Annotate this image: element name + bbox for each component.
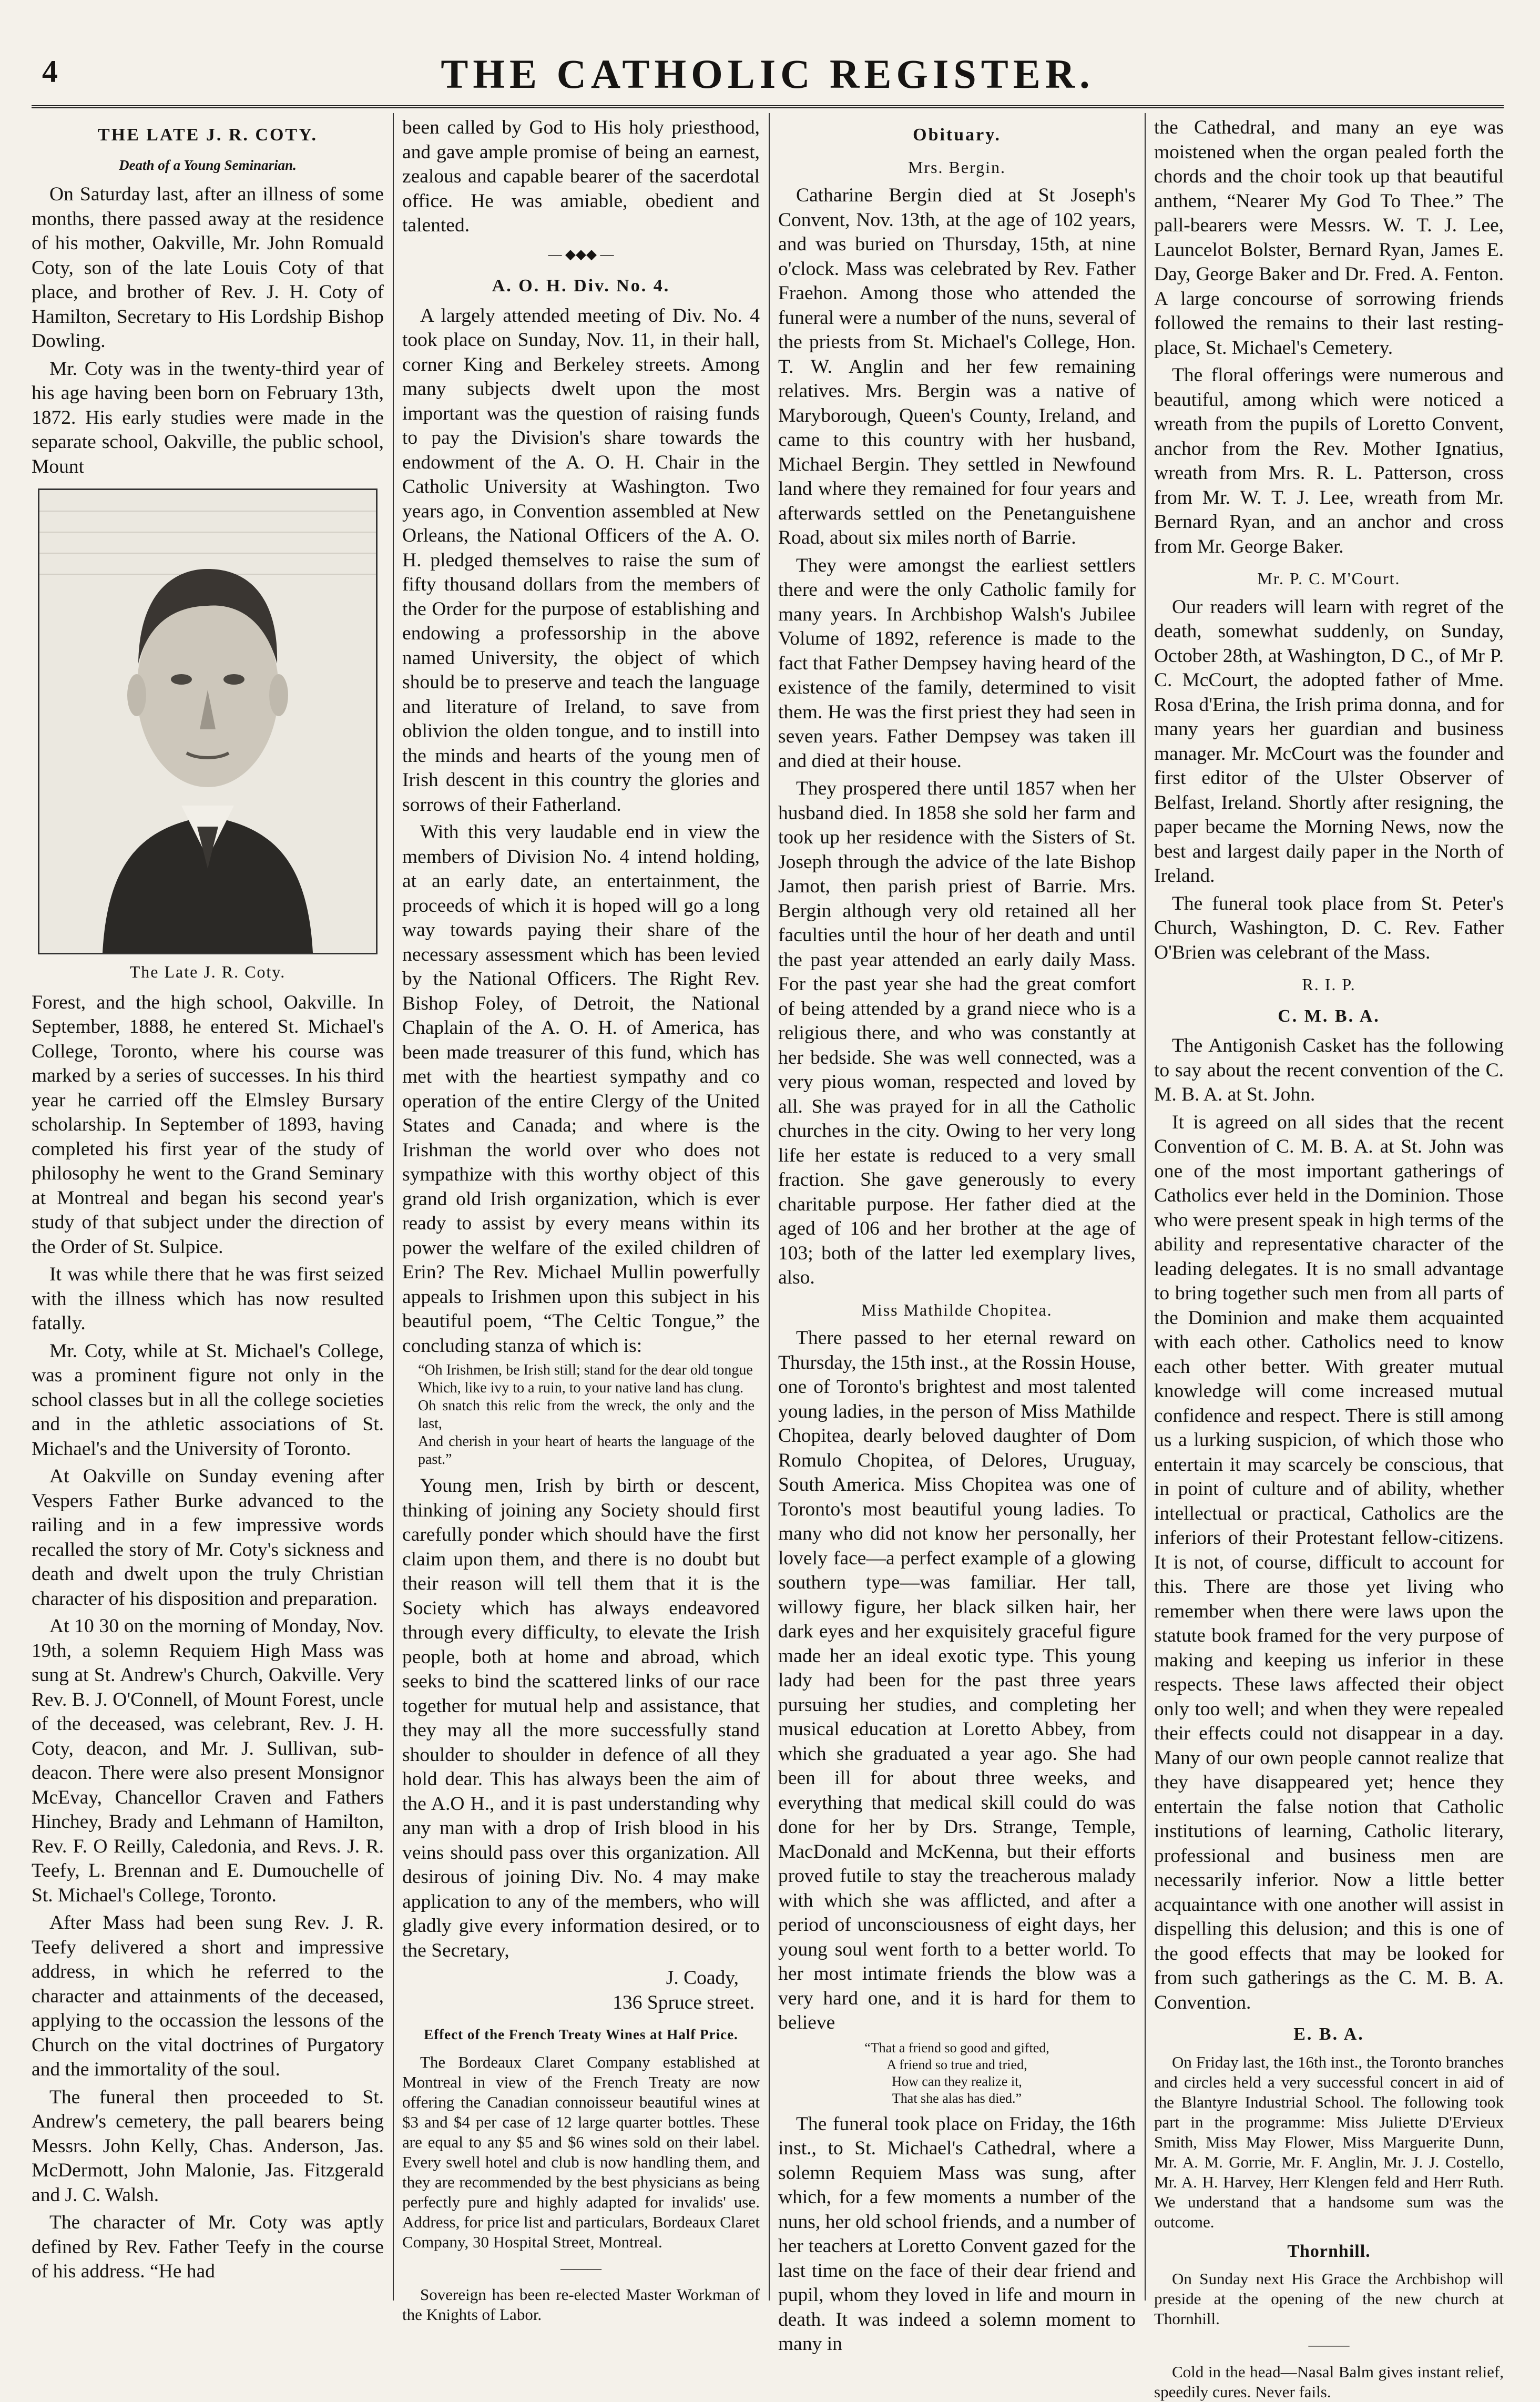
newspaper-title: THE CATHOLIC REGISTER. <box>441 51 1095 97</box>
portrait-engraving <box>39 490 376 953</box>
verse-line: “That a friend so good and gifted, <box>864 2040 1049 2055</box>
chopitea-name: Miss Mathilde Chopitea. <box>861 1300 1053 1319</box>
eba-heading: E. B. A. <box>1293 2024 1364 2044</box>
aoh-signature-name: J. Coady, <box>666 1967 739 1989</box>
coty-heading: THE LATE J. R. COTY. <box>97 125 318 145</box>
obituary-paragraph: Our readers will learn with regret of the death, somewhat suddenly, on Sunday, October 28th, at Washington, D C., of Mr P. C. McCourt, the adopted father of Mme. Rosa d'Erina, the Irish prima donna, and for many years her guardian and business manager. Mr. McCourt was the founder and first editor of the Ulster Observer of Belfast, Ireland. Shortly after resigning, the paper became the Morning News, now the best and largest daily paper in the North of Ireland. <box>1154 596 1504 887</box>
coty-paragraph: It was while there that he was first seized with the illness which has now resulted fatally. <box>32 1264 384 1334</box>
obituary-paragraph: The floral offerings were numerous and beautiful, among which were noticed a wreath from the pupils of Loretto Convent, anchor from the Rev. Mother Ignatius, wreath from Mrs. R. L. Patterson, cross from Mr. W. T. J. Lee, wreath from Mr. Bernard Ryan, and an anchor and cross from Mr. George Baker. <box>1154 364 1504 557</box>
divider: ——— <box>560 2260 601 2276</box>
nasal-balm-advert: Cold in the head—Nasal Balm gives instant relief, speedily cures. Never fails. <box>1154 2362 1504 2401</box>
divider: ——— <box>1308 2337 1350 2353</box>
portrait-caption: The Late J. R. Coty. <box>129 962 286 981</box>
obituary-paragraph: They were amongst the earliest settlers there and were the only Catholic family for many years. In Archbishop Walsh's Jubilee Volume of 1892, reference is made to the fact that Father Dempsey having heard of the existence of the family, determined to visit them. He was the first priest they had seen in seven years. Father Dempsey was taken ill and died at their house. <box>778 554 1136 772</box>
claret-advert: The Bordeaux Claret Company established at Montreal in view of the French Treaty are now offering the Canadian connoisseur beautiful wines at $3 and $4 per case of 12 large quarter bottles. These are equal to any $5 and $6 wines sold on their label. Every swell hotel and club is now handling them, and they are recommended by the best physicians as being perfectly pure and highly adapted for invalids' use. Address, for price list and particulars, Bordeaux Claret Company, 30 Hospital Street, Montreal. <box>402 2052 760 2251</box>
obituary-paragraph: The funeral took place on Friday, the 16th inst., to St. Michael's Cathedral, where a solemn Requiem Mass was sung, after which, for a few moments a number of the nuns, her old school friends, and a number of her teachers at Loretto Convent gazed for the last time on the face of their dear friend and pupil, whom they loved in life and mourn in death. It was indeed a solemn moment to many in <box>778 2113 1136 2355</box>
aoh-signature-address: 136 Spruce street. <box>613 1991 754 2013</box>
coty-subheading: Death of a Young Seminarian. <box>119 157 297 173</box>
aoh-paragraph: With this very laudable end in view the members of Division No. 4 intend holding, at an early date, an entertainment, the proceeds of which it is hoped will go a long way towards paying their share of the necessary assessment which has been levied by the National Officers. The Right Rev. Bishop Foley, of Detroit, the National Chaplain of the A. O. H. of America, has been made treasurer of this fund, which has met with the heartiest sympathy and co operation of the entire Clergy of the United States and Canada; and where is the Irishman the world over who does not sympathize with this worthy object of this grand old Irish organization, which is ever ready to assist by every means within its power the welfare of the exiled children of Erin? The Rev. Michael Mullin powerfully appeals to Irishmen upon this subject in his beautiful poem, “The Celtic Tongue,” the concluding stanza of which is: <box>402 821 760 1357</box>
obituary-paragraph: the Cathedral, and many an eye was moistened when the organ pealed forth the chords and the choir took up that beautiful anthem, “Nearer My God To Thee.” The pall-bearers were Messrs. W. T. J. Lee, Launcelot Bolster, Bernard Ryan, James E. Day, George Baker and Dr. Fred. A. Fenton. A large concourse of sorrowing friends followed the remains to their last resting-place, St. Michael's Cemetery. <box>1154 117 1504 359</box>
verse-line: Oh snatch this relic from the wreck, the only and the last, <box>418 1398 754 1432</box>
rip-line: R. I. P. <box>1302 975 1356 994</box>
coty-paragraph: At 10 30 on the morning of Monday, Nov. 19th, a solemn Requiem High Mass was sung at St. Andrew's Church, Oakville. Very Rev. B. J. O'Connell, of Mount Forest, uncle of the deceased, was celebrant, Rev. J. H. Coty, deacon, and Mr. J. Sullivan, sub-deacon. There were also present Monsignor McEvay, Chancellor Craven and Fathers Hinchey, Brady and Lehmann of Hamilton, Rev. F. O Reilly, Caledonia, and Revs. J. R. Teefy, L. Brennan and E. Dumouchelle of St. Michael's College, Toronto. <box>32 1615 384 1906</box>
verse-line: Which, like ivy to a ruin, to your native land has clung. <box>418 1380 743 1396</box>
column-rule <box>1145 113 1146 2301</box>
coty-paragraph: At Oakville on Sunday evening after Vespers Father Burke advanced to the railing and in a few impressive words recalled the story of Mr. Coty's sickness and death and dwelt upon the truly Christian character of his disposition and preparation. <box>32 1465 384 1610</box>
aoh-heading: A. O. H. Div. No. 4. <box>492 276 670 296</box>
masthead <box>32 47 1504 108</box>
column-1 <box>32 116 384 2298</box>
coty-paragraph: The funeral then proceeded to St. Andrew's cemetery, the pall bearers being Messrs. John Kelly, Chas. Anderson, Jas. McDermott, John Malonie, Jas. Fitzgerald and J. C. Walsh. <box>32 2086 384 2206</box>
obituary-paragraph: The funeral took place from St. Peter's Church, Washington, D. C. Rev. Father O'Brien was celebrant of the Mass. <box>1154 892 1504 963</box>
coty-paragraph: After Mass had been sung Rev. J. R. Teefy delivered a short and impressive address, in which he referred to the character and attainments of the deceased, applying to the occassion the lessons of the Church on the vital doctrines of Purgatory and the immortality of the soul. <box>32 1912 384 2080</box>
newspaper-page <box>32 47 1504 2401</box>
aoh-paragraph: A largely attended meeting of Div. No. 4 took place on Sunday, Nov. 11, in their hall, corner King and Berkeley streets. Among many subjects dwelt upon the most important was the question of raising funds to pay the Division's share towards the endowment of the A. O. H. Chair in the Catholic University at Washington. Two years ago, in Convention assembled at New Orleans, the National Officers of the A. O. H. pledged themselves to raise the sum of fifty thousand dollars from the members of the Order for the purpose of establishing and endowing a professorship in the above named University, the object of which should be to preserve and teach the language and literature of Ireland, to save from oblivion the olden tongue, and to instill into the minds and hearts of the young men of Irish descent in this country the glories and sorrows of their Fatherland. <box>402 304 760 816</box>
thornhill-heading: Thornhill. <box>1287 2241 1371 2261</box>
obituary-paragraph: There passed to her eternal reward on Thursday, the 15th inst., at the Rossin House, one of Toronto's brightest and most talented young ladies, in the person of Miss Mathilde Chopitea, dearly beloved daughter of Dom Romulo Chopitea, of Delores, Uruguay, South America. Miss Chopitea was one of Toronto's most beautiful young ladies. To many who did not know her personally, her lovely face—a perfect example of a glowing southern type—was familiar. Her tall, willowy figure, her black silken hair, her dark eyes and her exquisitely graceful figure made her an ideal exotic type. This young lady had been for the past three years pursuing her studies, and completing her musical education at Loretto Abbey, from which she graduated a year ago. She had been ill for about three weeks, and everything that medical skill could do was done for her by Drs. Strange, Temple, MacDonald and McKenna, but their efforts proved futile to stay the treacherous malady with which she was afflicted, and after a period of unconsciousness of eight days, her young soul went forth to a better world. To her most intimate friends the blow was a very hard one, and it is hard for them to believe <box>778 1327 1136 2033</box>
cmba-heading: C. M. B. A. <box>1278 1006 1380 1026</box>
coty-paragraph: Mr. Coty, while at St. Michael's College, was a prominent figure not only in the school classes but in all the college societies and in the athletic associations of St. Michael's and the University of Toronto. <box>32 1340 384 1460</box>
coty-paragraph: Forest, and the high school, Oakville. In September, 1888, he entered St. Michael's College, Toronto, where his course was marked by a series of successes. In his third year he carried off the Elmsley Bursary scholarship. In September of 1893, having completed his first year of the study of philosophy he went to the Grand Seminary at Montreal and began his second year's study of that subject under the direction of the Order of St. Sulpice. <box>32 991 384 1258</box>
coty-paragraph: On Saturday last, after an illness of some months, there passed away at the residence of his mother, Oakville, Mr. John Romuald Coty, son of the late Louis Coty of that place, and brother of Rev. J. H. Coty of Hamilton, Secretary to His Lordship Bishop Dowling. <box>32 184 384 352</box>
thornhill-paragraph: On Sunday next His Grace the Archbishop will preside at the opening of the new church at Thornhill. <box>1154 2269 1504 2328</box>
column-4 <box>1154 116 1504 2401</box>
coty-portrait-image <box>38 488 378 954</box>
verse-line: How can they realize it, <box>892 2073 1022 2089</box>
column-2 <box>402 116 760 2324</box>
aoh-verse <box>418 1361 754 1469</box>
eba-paragraph: On Friday last, the 16th inst., the Toronto branches and circles held a very successful concert in aid of the Blantyre Industrial School. The following took part in the programme: Miss Juliette D'Ervieux Smith, Miss May Flower, Miss Marguerite Dunn, Mr. A. M. Gorrie, Mr. F. Anglin, Mr. J. J. Costello, Mr. A. H. Harvey, Herr Klengen feld and Herr Ruth. We understand that a handsome sum was the outcome. <box>1154 2052 1504 2231</box>
cmba-paragraph: The Antigonish Casket has the following to say about the recent convention of the C. M. B. A. at St. John. <box>1154 1035 1504 1105</box>
aoh-paragraph: Young men, Irish by birth or descent, thinking of joining any Society should first carefully ponder which should have the first claim upon them, and there is no doubt but their reason will tell them that it is the Society which has always endeavored through every difficulty, to elevate the Irish people, both at home and abroad, which seeks to bind the scattered links of our race together for mutual help and assistance, that they may all the more successfully stand shoulder to shoulder in defence of all they hold dear. This has always been the aim of the A.O H., and it is past understanding why any man with a drop of Irish blood in his veins should pass over this organization. All desirous of joining Div. No. 4 may make application to any of the members, who will gladly give every information desired, or to the Secretary, <box>402 1475 760 1961</box>
column-rule <box>393 113 394 2301</box>
cmba-paragraph: It is agreed on all sides that the recent Convention of C. M. B. A. at St. John was one of the most important gatherings of Catholics ever held in the Dominion. Those who were present speak in high terms of the ability and representative character of the leading delegates. It is no small advantage to bring together such men from all parts of the Dominion and make them acquainted with each other. Catholics need to know each other better. With greater mutual knowledge will come increased mutual confidence and respect. There is still among us a lurking suspicion, of which those who entertain it may scarcely be conscious, that in point of culture and of ability, whether intellectual or practical, Catholics are the inferiors of their Protestant fellow-citizens. It is not, of course, difficult to account for this. There are those yet living who remember when there were laws upon the statute book framed for the very purpose of making and keeping us inferior in these respects. These laws affected their object only too well; and when they were repealed their effects could not disappear in a day. Many of our own people cannot realize that they have disappeared yet; hence they entertain the false notion that Catholic institutions of learning, Catholic literary, professional and business men are necessarily inferior. Now a little better acquaintance with one another will assist in dispelling this delusion; and this is one of the good effects that may be looked for from such gatherings as the C. M. B. A. Convention. <box>1154 1111 1504 2013</box>
verse-line: That she alas has died.” <box>892 2090 1022 2106</box>
coty-paragraph: Mr. Coty was in the twenty-third year of his age having been born on February 13th, 1872. His early studies were made in the separate school, Oakville, the public school, Mount <box>32 358 384 477</box>
obituary-paragraph: Catharine Bergin died at St Joseph's Convent, Nov. 13th, at the age of 102 years, and was buried on Thursday, 15th, at nine o'clock. Mass was celebrated by Rev. Father Fraehon. Among those who attended the funeral were a number of the nuns, several of the priests from St. Michael's College, Hon. T. W. Anglin and her few remaining relatives. Mrs. Bergin was a native of Maryborough, Queen's County, Ireland, and came to this country with her husband, Michael Bergin. They settled in Newfound land where they remained for four years and afterwards settled on the Penetanguishene Road, about six miles north of Barrie. <box>778 185 1136 548</box>
sovereign-notice: Sovereign has been re-elected Master Workman of the Knights of Labor. <box>402 2285 760 2324</box>
verse-line: And cherish in your heart of hearts the language of the past.” <box>418 1433 754 1468</box>
coty-paragraph: been called by God to His holy priesthood, and gave ample promise of being an earnest, zealous and capable bearer of the sacerdotal office. He was amiable, obedient and talented. <box>402 117 760 236</box>
coty-paragraph: The character of Mr. Coty was aptly defined by Rev. Father Teefy in the course of his address. “He had <box>32 2212 384 2282</box>
obituary-paragraph: They prospered there until 1857 when her husband died. In 1858 she sold her farm and took up her residence with the Sisters of St. Joseph through the advice of the late Bishop Jamot, then parish priest of Barrie. Mrs. Bergin although very old retained all her faculties until the hour of her death and until the past year attended an early daily Mass. For the past year she had the great comfort of being attended by a grand niece who is a religious there, and who was constantly at her bedside. She was well connected, was a very pious woman, respected and loved by all. She was prayed for in all the Catholic churches in the city. Owing to her very long life her estate is reduced to a very small fraction. She gave generously to every charitable purpose. Her father died at the aged of 106 and her brother at the age of 103; both of the latter led exemplary lives, also. <box>778 778 1136 1288</box>
column-rule <box>769 113 770 2301</box>
mccourt-name: Mr. P. C. M'Court. <box>1257 569 1401 588</box>
column-3 <box>778 116 1136 2355</box>
verse-line: “Oh Irishmen, be Irish still; stand for the dear old tongue <box>418 1362 753 1378</box>
claret-heading: Effect of the French Treaty Wines at Half Price. <box>424 2027 738 2042</box>
verse-line: A friend so true and tried, <box>886 2057 1027 2072</box>
bergin-name: Mrs. Bergin. <box>907 157 1006 177</box>
page-number: 4 <box>42 54 58 89</box>
chopitea-verse <box>778 2040 1136 2107</box>
obituary-heading: Obituary. <box>913 125 1001 145</box>
ornamental-divider: — ◆◆◆ — <box>548 246 614 262</box>
